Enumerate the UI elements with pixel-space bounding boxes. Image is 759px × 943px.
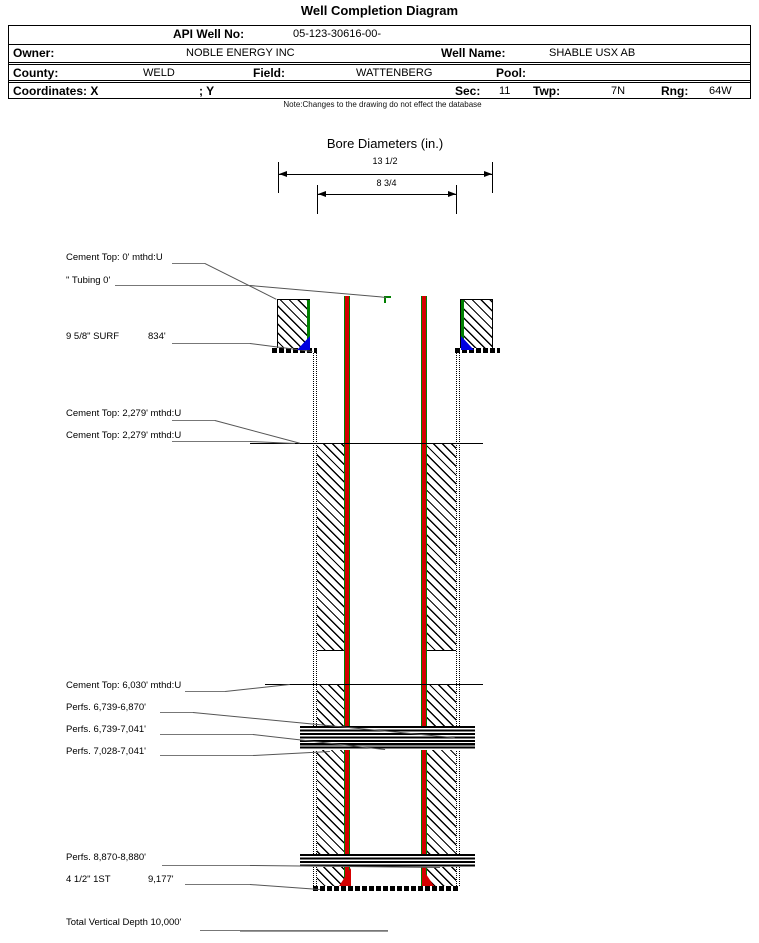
borehole-bottom — [313, 886, 460, 891]
leader-line — [185, 884, 250, 885]
annotation-production-casing: 4 1/2" 1ST 9,177' — [66, 874, 174, 885]
rng-value: 64W — [709, 85, 732, 97]
leader-line — [172, 343, 250, 344]
leader-line — [172, 263, 205, 264]
dimension-tick — [317, 185, 318, 214]
arrow-left-icon — [318, 191, 326, 197]
dimension-tick — [456, 185, 457, 214]
county-value: WELD — [143, 67, 175, 79]
field-label: Field: — [253, 66, 285, 80]
table-row-coordinates — [9, 80, 750, 98]
annotation-surface-casing: 9 5/8" SURF 834' — [66, 331, 166, 342]
inner-diameter-line — [317, 194, 456, 195]
table-row-api — [9, 26, 750, 44]
annotation-perfs-3: Perfs. 7,028-7,041' — [66, 746, 146, 757]
annotation-cement-top-2279a: Cement Top: 2,279' mthd:U — [66, 408, 182, 419]
sec-label: Sec: — [455, 84, 481, 98]
owner-value: NOBLE ENERGY INC — [186, 47, 295, 59]
leader-line — [205, 263, 277, 300]
coordinates-label: Coordinates: X — [13, 84, 99, 98]
leader-line — [160, 755, 253, 756]
cement-top-line-6030 — [265, 684, 483, 685]
leader-line — [162, 865, 250, 866]
leader-line — [185, 691, 225, 692]
annotation-total-depth: Total Vertical Depth 10,000' — [66, 917, 182, 928]
leader-line — [172, 441, 250, 442]
annotation-cement-top-2279b: Cement Top: 2,279' mthd:U — [66, 430, 182, 441]
api-well-no-value: 05-123-30616-00- — [293, 28, 382, 40]
leader-line — [250, 884, 320, 890]
field-value: WATTENBERG — [356, 67, 433, 79]
leader-line — [160, 712, 193, 713]
arrow-left-icon — [279, 171, 287, 177]
leader-line — [172, 420, 215, 421]
page-title: Well Completion Diagram — [300, 3, 459, 18]
database-note: Note:Changes to the drawing do not effect the database — [283, 100, 482, 109]
rng-label: Rng: — [661, 84, 689, 98]
well-header-table — [8, 25, 751, 99]
inner-diameter-label: 8 3/4 — [376, 178, 397, 188]
annotation-cement-top-6030: Cement Top: 6,030' mthd:U — [66, 680, 182, 691]
leader-line — [240, 931, 388, 932]
annotation-tubing: " Tubing 0' — [66, 275, 111, 286]
bore-diameters-title: Bore Diameters (in.) — [326, 136, 444, 151]
borehole-wall-left — [313, 353, 317, 886]
well-name-value: SHABLE USX AB — [549, 47, 636, 59]
production-casing-right — [421, 296, 427, 886]
table-row-county — [9, 62, 750, 80]
pool-label: Pool: — [496, 66, 526, 80]
dimension-tick — [492, 162, 493, 193]
table-row-owner — [9, 44, 750, 62]
leader-line — [115, 285, 250, 286]
arrow-right-icon — [484, 171, 492, 177]
annotation-perfs-1: Perfs. 6,739-6,870' — [66, 702, 146, 713]
outer-diameter-line — [278, 174, 492, 175]
api-well-no-label: API Well No: — [173, 27, 245, 41]
cement-upper-right — [427, 443, 456, 651]
twp-value: 7N — [611, 85, 626, 97]
leader-line — [160, 734, 253, 735]
borehole-wall-right — [456, 353, 460, 886]
annotation-perfs-2: Perfs. 6,739-7,041' — [66, 724, 146, 735]
cement-upper-left — [317, 443, 344, 651]
county-label: County: — [13, 66, 59, 80]
sec-value: 11 — [499, 85, 511, 97]
owner-label: Owner: — [13, 46, 55, 60]
annotation-perfs-4: Perfs. 8,870-8,880' — [66, 852, 146, 863]
leader-line — [225, 684, 290, 692]
coordinates-y-label: ; Y — [199, 84, 215, 98]
twp-label: Twp: — [533, 84, 561, 98]
arrow-right-icon — [448, 191, 456, 197]
annotation-cement-top-0: Cement Top: 0' mthd:U — [66, 252, 163, 263]
well-name-label: Well Name: — [441, 46, 506, 60]
dimension-tick — [278, 162, 279, 193]
perforation-band-upper — [300, 726, 475, 750]
outer-diameter-label: 13 1/2 — [372, 156, 398, 166]
production-casing-left — [344, 296, 350, 886]
